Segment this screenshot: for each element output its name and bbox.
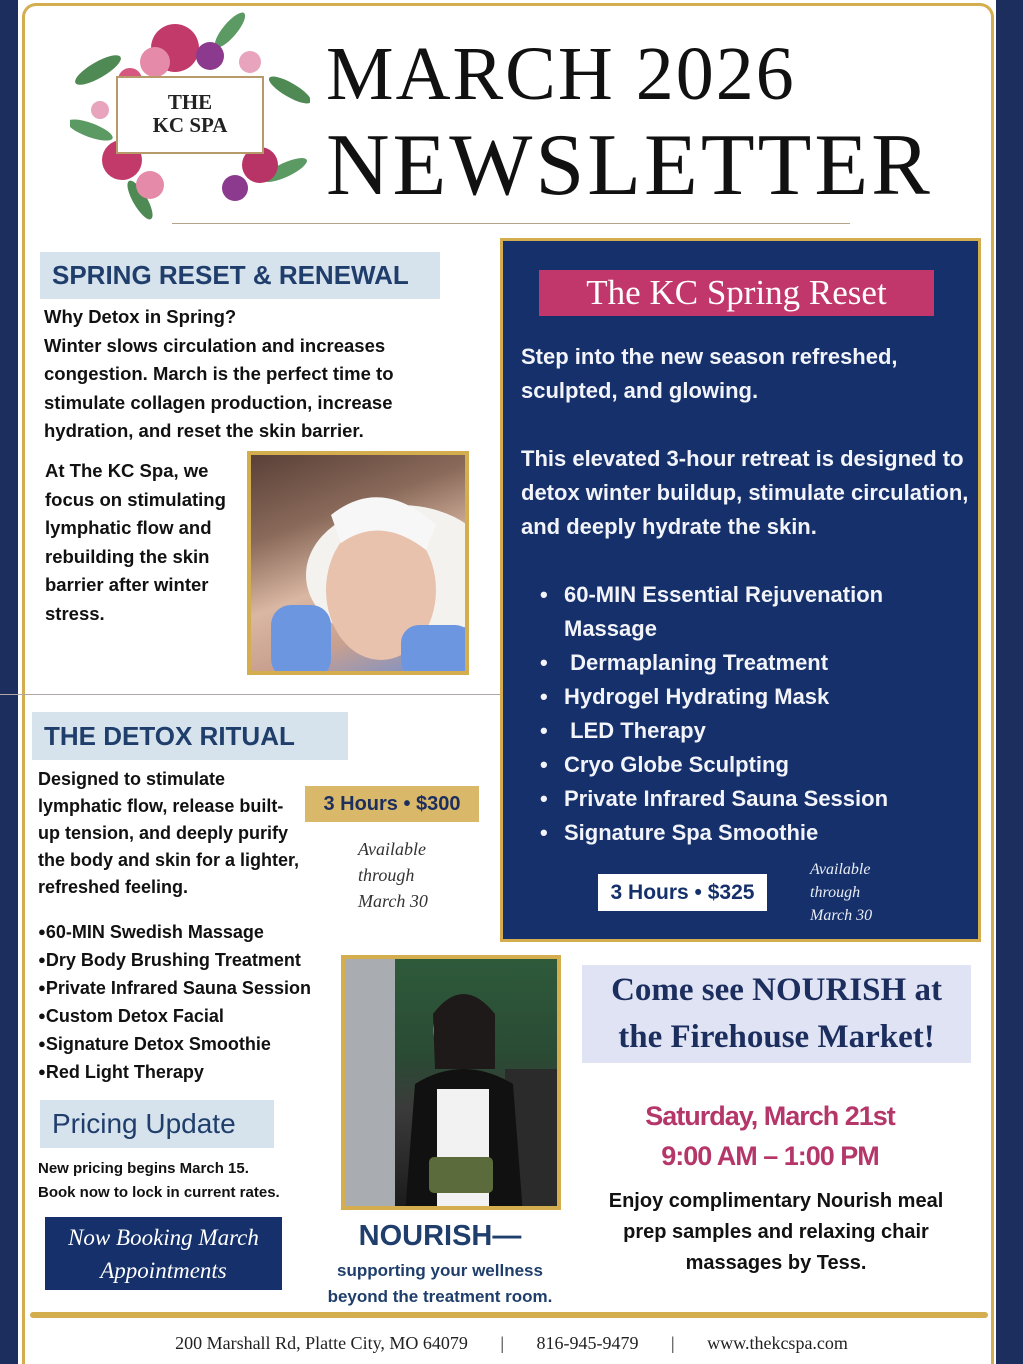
- kc-spring-reset-description: This elevated 3-hour retreat is designed to detox winter buildup, stimulate circulation, and deeply hydrate the skin.: [521, 446, 969, 539]
- spa-logo-text: [116, 76, 264, 154]
- facial-photo-illustration: [251, 455, 469, 675]
- list-item: ● Custom Detox Facial: [38, 1002, 338, 1030]
- list-item: • Private Infrared Sauna Session: [540, 782, 960, 816]
- footer-separator: |: [671, 1333, 675, 1353]
- kc-spring-reset-services-list: [540, 578, 960, 850]
- market-heading-line-2: the Firehouse Market!: [618, 1019, 935, 1055]
- title-divider: [172, 223, 850, 224]
- market-heading-line-1: Come see NOURISH at: [611, 972, 942, 1008]
- detox-availability-line-1: Available: [358, 839, 426, 859]
- spring-intro-heading: Why Detox in Spring?: [44, 306, 237, 327]
- pricing-line-2: Book now to lock in current rates.: [38, 1184, 280, 1201]
- left-border-band: [0, 0, 18, 1364]
- right-border-band: [996, 0, 1023, 1364]
- detox-services-list: [38, 918, 338, 1086]
- market-date-time: [595, 1096, 945, 1176]
- market-description: Enjoy complimentary Nourish meal prep samples and relaxing chair massages by Tess.: [608, 1190, 944, 1274]
- market-date: Saturday, March 21st: [645, 1101, 895, 1131]
- list-item: ● Dry Body Brushing Treatment: [38, 946, 338, 974]
- detox-ritual-label: THE DETOX RITUAL: [32, 712, 348, 760]
- list-item: ● Red Light Therapy: [38, 1058, 338, 1086]
- detox-availability-line-2: through: [358, 865, 415, 885]
- list-item: ● Private Infrared Sauna Session: [38, 974, 338, 1002]
- nourish-photo: [341, 955, 561, 1210]
- pricing-line-1: New pricing begins March 15.: [38, 1160, 249, 1177]
- pricing-update-label: Pricing Update: [40, 1100, 274, 1148]
- spring-intro-text: [44, 303, 464, 446]
- footer-contact: [0, 1330, 1023, 1356]
- list-item: • Signature Spa Smoothie: [540, 816, 960, 850]
- list-item: ● 60-MIN Swedish Massage: [38, 918, 338, 946]
- nourish-title: NOURISH—: [358, 1220, 522, 1252]
- spring-side-text: At The KC Spa, we focus on stimulating lymphatic flow and rebuilding the skin barrier after winter stress.: [45, 460, 226, 624]
- kc-spring-reset-availability: [810, 858, 910, 927]
- footer-divider: [30, 1312, 988, 1318]
- spring-intro-body: Winter slows circulation and increases congestion. March is the perfect time to stimulate collagen production, increase hydration, and reset the skin barrier.: [44, 334, 394, 441]
- list-item: • LED Therapy: [540, 714, 960, 748]
- section-divider: [0, 694, 500, 695]
- market-time: 9:00 AM – 1:00 PM: [661, 1141, 879, 1171]
- logo-line-2: KC SPA: [152, 113, 228, 137]
- booking-line-2: Appointments: [100, 1258, 227, 1283]
- footer-website-link[interactable]: www.thekcspa.com: [707, 1333, 848, 1353]
- list-item: • Cryo Globe Sculpting: [540, 748, 960, 782]
- footer-separator: |: [500, 1333, 505, 1353]
- page-title-line-1: MARCH 2026: [326, 32, 796, 116]
- detox-description: Designed to stimulate lymphatic flow, release built-up tension, and deeply purify the body and skin for a lighter, refreshed feeling.: [38, 769, 300, 897]
- footer-phone[interactable]: 816-945-9479: [536, 1333, 639, 1353]
- nourish-subtitle-line-1: supporting your wellness: [337, 1261, 543, 1280]
- list-item: ● Signature Detox Smoothie: [38, 1030, 338, 1058]
- footer-address: 200 Marshall Rd, Platte City, MO 64079: [175, 1333, 468, 1353]
- list-item: • 60-MIN Essential Rejuvenation Massage: [540, 578, 960, 646]
- facial-treatment-photo: [247, 451, 469, 675]
- detox-price-tag: 3 Hours • $300: [305, 786, 479, 822]
- reset-availability-line-1: Available: [810, 861, 871, 878]
- pricing-update-text: [38, 1157, 338, 1205]
- reset-availability-line-2: through: [810, 884, 861, 901]
- reset-availability-line-3: March 30: [810, 907, 873, 924]
- detox-availability: [358, 836, 468, 914]
- nourish-subtitle-line-2: beyond the treatment room.: [327, 1287, 553, 1306]
- now-booking-badge: [45, 1217, 282, 1290]
- page-title-line-2: NEWSLETTER: [326, 117, 933, 214]
- nourish-subtitle: [305, 1258, 575, 1310]
- spring-reset-label: SPRING RESET & RENEWAL: [40, 252, 440, 299]
- firehouse-market-heading: [582, 965, 971, 1063]
- kc-spring-reset-title: The KC Spring Reset: [539, 270, 934, 316]
- kc-spring-reset-price-tag: 3 Hours • $325: [598, 874, 767, 911]
- nourish-photo-illustration: [345, 959, 561, 1210]
- list-item: • Dermaplaning Treatment: [540, 646, 960, 680]
- kc-spring-reset-intro: Step into the new season refreshed, sculpted, and glowing.: [521, 344, 898, 403]
- booking-line-1: Now Booking March: [68, 1225, 259, 1250]
- logo-line-1: THE: [167, 90, 213, 114]
- list-item: • Hydrogel Hydrating Mask: [540, 680, 960, 714]
- detox-availability-line-3: March 30: [358, 891, 428, 911]
